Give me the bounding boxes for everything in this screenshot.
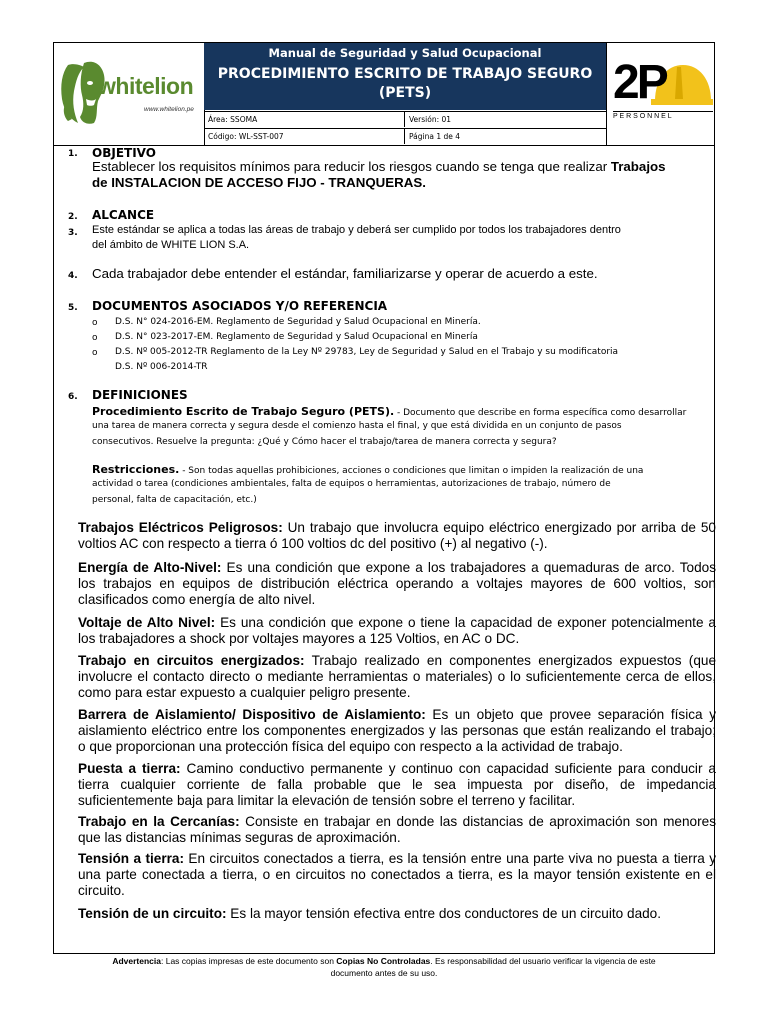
definition-text: Es una condición que expone o tiene la capacidad de exponer potencialmente a los trabajadores a shock por voltajes mayores a 125 Voltios, en AC o DC. <box>78 615 716 646</box>
section-5-title: DOCUMENTOS ASOCIADOS Y/O REFERENCIA <box>92 299 388 313</box>
definition-term: Tensión a tierra: <box>78 851 184 866</box>
document-header <box>54 43 714 146</box>
definition-item <box>78 653 716 701</box>
definition-term: Trabajos Eléctricos Peligrosos: <box>78 520 283 535</box>
section-1-title: OBJETIVO <box>92 146 156 160</box>
footer-label: Advertencia <box>112 956 161 966</box>
definition-text: Trabajo realizado en componentes energizados expuestos (que involucre el contacto directo o mediante herramientas o materiales) o lo suficientemente cerca de ellos, como para estar expuesto a cualquier peligro presente. <box>78 653 717 700</box>
manual-title: Manual de Seguridad y Salud Ocupacional <box>268 46 542 60</box>
scope-line1: Este estándar se aplica a todas las áreas de trabajo y deberá ser cumplido por todos los trabajadores dentro <box>92 224 621 236</box>
definition-text: Es la mayor tensión efectiva entre dos conductores de un circuito dado. <box>226 906 662 921</box>
pets-term: Procedimiento Escrito de Trabajo Seguro (PETS). <box>92 405 395 418</box>
footer-line2: documento antes de su uso. <box>330 968 438 978</box>
bullet-icon: o <box>92 318 98 328</box>
pets-definition-line1 <box>92 405 686 418</box>
section-4-text: Cada trabajador debe entender el estándar, familiarizarse y operar de acuerdo a este. <box>92 266 598 281</box>
pets-text: - Documento que describe en forma específica como desarrollar <box>394 408 687 418</box>
page-cell: Página 1 de 4 <box>404 128 606 144</box>
definition-text: Un trabajo que involucra equipo eléctrico energizado por arriba de 50 voltios AC con respecto a tierra ó 100 voltios dc del positivo (+) al negativo (-). <box>78 520 716 551</box>
definition-item <box>78 615 716 647</box>
restrictions-text: - Son todas aquellas prohibiciones, acciones o condiciones que limitan o impiden la realización de una <box>179 466 644 476</box>
definition-item <box>78 707 716 755</box>
definition-term: Trabajo en circuitos energizados: <box>78 653 305 668</box>
objective-bold-a: Trabajos <box>610 159 666 174</box>
document-title <box>204 65 606 103</box>
definition-item <box>78 906 716 922</box>
objective-line1 <box>92 159 666 174</box>
footer-bold: Copias No Controladas <box>336 956 431 966</box>
whitelion-wordmark: whitelion <box>98 73 194 99</box>
footer-warning <box>0 955 768 979</box>
definition-text: Es un objeto que provee separación física y aislamiento eléctrico entre los componentes energizados y las personas que están realizando el trabajo; o que proporcionan una protección física del equipo con respecto a la actividad de trabajo. <box>78 707 716 754</box>
document-title-line2: (PETS) <box>378 85 432 101</box>
personnel-logo <box>606 43 715 145</box>
restrictions-line1 <box>92 463 643 476</box>
section-6-title: DEFINICIONES <box>92 388 188 402</box>
version-cell: Versión: 01 <box>404 111 606 127</box>
definition-term: Barrera de Aislamiento/ Dispositivo de Aislamiento: <box>78 707 426 722</box>
section-2-title: ALCANCE <box>92 208 155 222</box>
reference-item: D.S. Nº 006-2014-TR <box>115 362 208 372</box>
reference-item: D.S. N° 024-2016-EM. Reglamento de Seguridad y Salud Ocupacional en Minería. <box>115 317 481 327</box>
definition-item <box>78 560 716 608</box>
definition-term: Voltaje de Alto Nivel: <box>78 615 216 630</box>
section-2-number: 2. <box>68 212 78 222</box>
section-4-number: 4. <box>68 271 78 281</box>
area-cell: Área: SSOMA <box>204 111 404 127</box>
code-cell: Código: WL-SST-007 <box>204 128 404 144</box>
restrictions-term: Restricciones. <box>92 463 180 476</box>
section-3-number: 3. <box>68 228 78 238</box>
personnel-logo-rule <box>613 111 713 112</box>
footer-text1: : Las copias impresas de este documento son <box>161 956 337 966</box>
document-title-line1: PROCEDIMIENTO ESCRITO DE TRABAJO SEGURO <box>217 66 593 82</box>
scope-line2: del ámbito de WHITE LION S.A. <box>92 239 250 251</box>
objective-text: Establecer los requisitos mínimos para reducir los riesgos cuando se tenga que realizar <box>92 159 611 174</box>
definition-item <box>78 520 716 552</box>
reference-item: D.S. Nº 005-2012-TR Reglamento de la Ley Nº 29783, Ley de Seguridad y Salud en el Trabajo y su modificatoria <box>115 347 619 357</box>
personnel-logo-mark: 2P <box>613 56 666 109</box>
bullet-icon: o <box>92 333 98 343</box>
footer-line1 <box>0 955 768 967</box>
definition-text: Consiste en trabajar en donde las distancias de aproximación son menores que las distancias mínimas seguras de aproximación. <box>78 814 716 845</box>
definition-term: Puesta a tierra: <box>78 761 181 776</box>
personnel-logo-sub: P E R S O N N E L <box>613 113 672 120</box>
footer-text2: . Es responsabilidad del usuario verificar la vigencia de este <box>430 956 656 966</box>
pets-definition-line3: consecutivos. Resuelve la pregunta: ¿Qué y Cómo hacer el trabajo/tarea de manera correcta y segura? <box>92 437 557 447</box>
definition-text: En circuitos conectados a tierra, es la tensión entre una parte viva no puesta a tierra y una parte conectada a tierra, o en circuitos no conectados a tierra, es la mayor tensión existente en el circuito. <box>78 851 716 898</box>
restrictions-line3: personal, falta de capacitación, etc.) <box>92 495 257 505</box>
definition-text: Es una condición que expone a los trabajadores a quemaduras de arco. Todos los trabajos en equipos de distribución eléctrica operando a voltajes mayores de 600 voltios, son clasificados como energía de alto nivel. <box>78 560 716 607</box>
definition-item <box>78 851 716 899</box>
bullet-icon: o <box>92 348 98 358</box>
reference-item: D.S. N° 023-2017-EM. Reglamento de Seguridad y Salud Ocupacional en Minería <box>115 332 478 342</box>
definition-term: Tensión de un circuito: <box>78 906 227 921</box>
definition-item <box>78 761 716 809</box>
objective-line2: de INSTALACION DE ACCESO FIJO - TRANQUERAS. <box>92 175 426 190</box>
whitelion-url: www.whitelion.pe <box>144 106 194 113</box>
pets-definition-line2: una tarea de manera correcta y segura desde el comienzo hasta el final, y que está dividida en un conjunto de pasos <box>92 421 622 431</box>
definition-term: Trabajo en la Cercanías: <box>78 814 240 829</box>
definition-term: Energía de Alto-Nivel: <box>78 560 222 575</box>
section-5-number: 5. <box>68 303 78 313</box>
definition-item <box>78 814 716 846</box>
header-band <box>204 43 606 110</box>
restrictions-line2: actividad o tarea (condiciones ambientales, falta de equipos o herramientas, autorizaciones de trabajo, número de <box>92 479 611 489</box>
definition-text: Camino conductivo permanente y continuo con capacidad suficiente para conducir a tierra cualquier corriente de falla probable que le sea impuesta por diseño, de impedancia suficientemente baja para limitar la elevación de tensión sobre el terreno y facilitar. <box>78 761 716 808</box>
whitelion-logo <box>54 43 205 145</box>
document-page <box>53 42 715 954</box>
section-1-number: 1. <box>68 149 78 159</box>
header-title-block <box>204 43 606 145</box>
section-6-number: 6. <box>68 392 78 402</box>
